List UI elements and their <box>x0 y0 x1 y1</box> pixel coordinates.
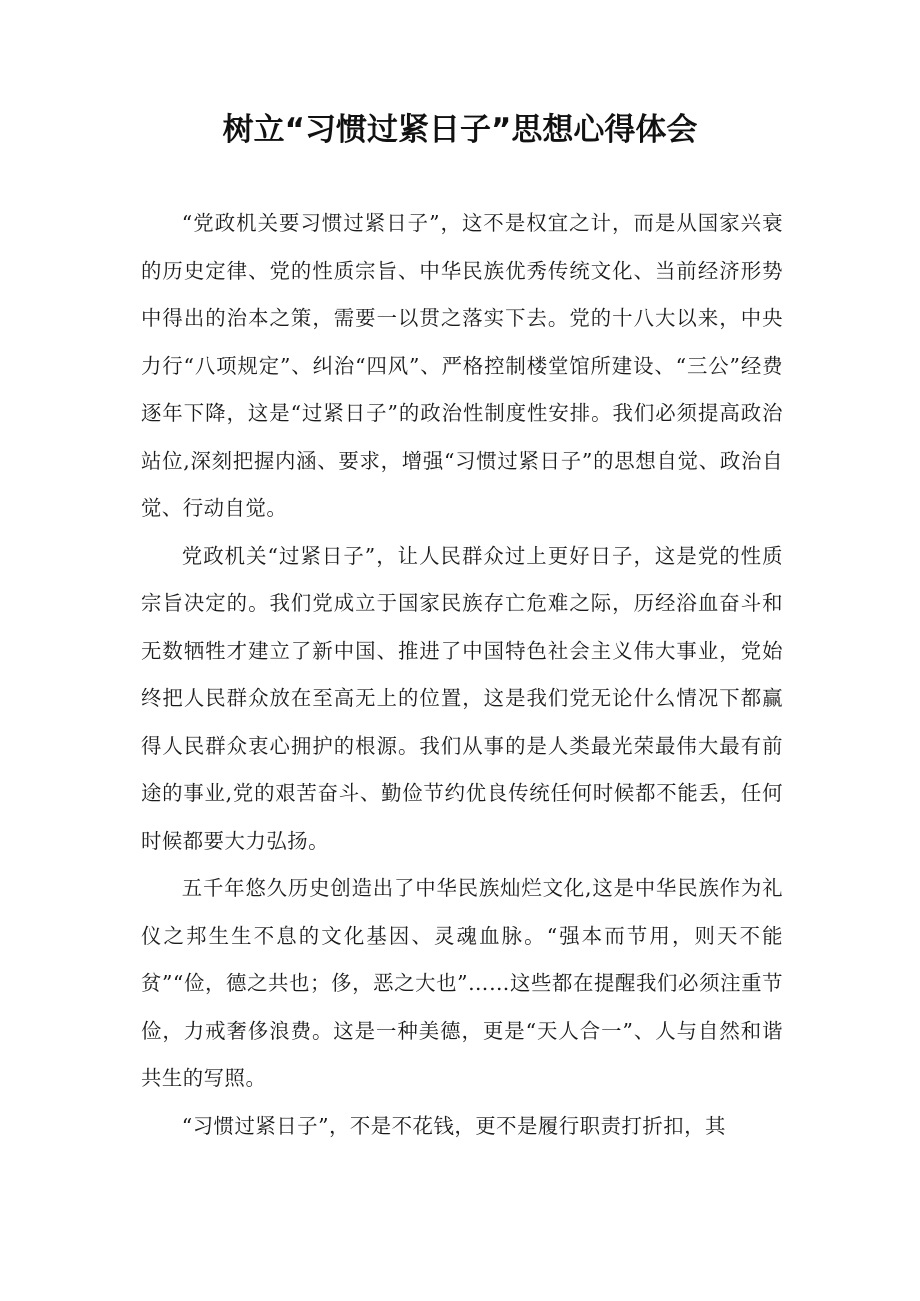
paragraph-3: 五千年悠久历史创造出了中华民族灿烂文化,这是中华民族作为礼仪之邦生生不息的文化基因、灵魂血脉。“强本而节用，则天不能贫”“俭，德之共也；侈，恶之大也”……这些都在提醒我们必须注重节俭，力戒奢侈浪费。这是一种美德，更是“天人合一”、人与自然和谐共生的写照。 <box>141 876 783 1090</box>
paragraph-4: “习惯过紧日子”，不是不花钱，更不是履行职责打折扣，其 <box>181 1113 726 1138</box>
paragraph-2: 党政机关“过紧日子”，让人民群众过上更好日子，这是党的性质宗旨决定的。我们党成立于国家民族存亡危难之际，历经浴血奋斗和无数牺牲才建立了新中国、推进了中国特色社会主义伟大事业，党始终把人民群众放在至高无上的位置，这是我们党无论什么情况下都赢得人民群众衷心拥护的根源。我们从事的是人类最光荣最伟大最有前途的事业,党的艰苦奋斗、勤俭节约优良传统任何时候都不能丢，任何时候都要大力弘扬。 <box>141 543 783 853</box>
document-body <box>141 200 783 1150</box>
document-title: 树立“习惯过紧日子”思想心得体会 <box>222 112 698 148</box>
paragraph-1: “党政机关要习惯过紧日子”，这不是权宜之计，而是从国家兴衰的历史定律、党的性质宗旨、中华民族优秀传统文化、当前经济形势中得出的治本之策，需要一以贯之落实下去。党的十八大以来，中央力行“八项规定”、纠治“四风”、严格控制楼堂馆所建设、“三公”经费逐年下降，这是“过紧日子”的政治性制度性安排。我们必须提高政治站位,深刻把握内涵、要求，增强“习惯过紧日子”的思想自觉、政治自觉、行动自觉。 <box>141 211 783 520</box>
